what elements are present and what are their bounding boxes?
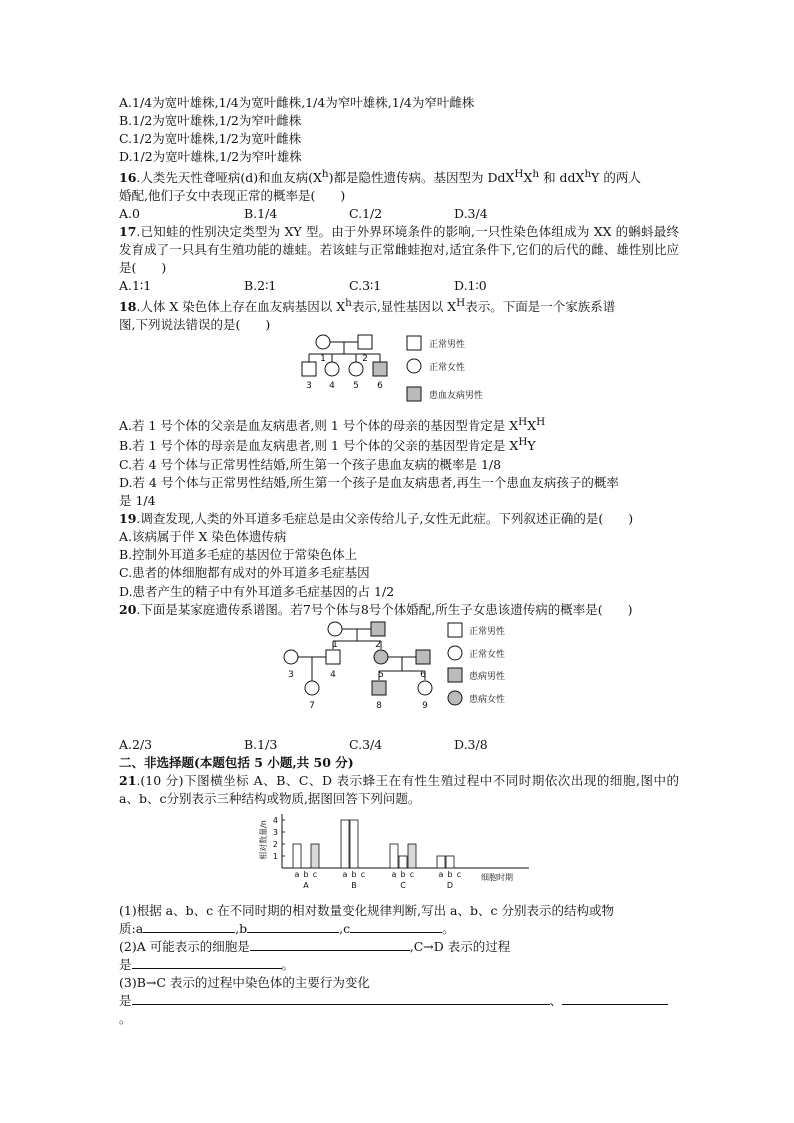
q18-option-d-line1: D.若 4 号个体与正常男性结婚,所生第一个孩子是血友病患者,再生一个患血友病孩子的概率 [119,474,619,490]
q18-individual-3 [302,362,316,376]
q21-stem: 21.(10 分)下图横坐标 A、B、C、D 表示蜂王在有性生殖过程中不同时期依次出现的细胞,图中的 a、b、c分别表示三种结构或物质,据图回答下列问题。 [119,773,679,807]
bar-sub-label: c [360,870,366,880]
q21-part2-line1: (2)A 可能表示的细胞是 ,C→D 表示的过程 [119,938,511,954]
q21-part1-line1: (1)根据 a、b、c 在不同时期的相对数量变化规律判断,写出 a、b、c 分别表示的结构或物 [119,902,614,918]
q20-options [119,736,679,754]
q21-blank-cell-a[interactable] [250,938,410,951]
q19-option-a: A.该病属于伴 X 染色体遗传病 [119,529,287,545]
q21-part3-line3: 。 [119,1011,132,1027]
q21-blank-a[interactable] [143,920,235,933]
q20-individual-9 [418,681,432,695]
q18-option-b: B.若 1 号个体的母亲是血友病患者,则 1 号个体的父亲的基因型肯定是 $X^HY$ [119,436,536,454]
legend-normal-male-icon [448,623,462,637]
q15-option-d: D.1/2为宽叶雄株,1/2为窄叶雄株 [119,149,302,165]
q18-legend-normal-male: 正常男性 [429,339,466,350]
question-18 [119,296,679,510]
q18-legend-normal-female: 正常女性 [429,362,466,373]
q21-blank-chromosome-2[interactable] [562,992,668,1005]
q17-option-c: C.3∶1 [349,278,382,294]
bar-B-a [341,820,349,868]
q21-blank-chromosome-1[interactable] [132,992,550,1005]
bar-D-a [437,856,445,868]
q16-option-c: C.1/2 [349,205,383,221]
q18-individual-4 [325,362,339,376]
question-20 [119,601,679,754]
q18-individual-5 [349,362,363,376]
q20-legend-normal-male: 正常男性 [469,626,506,637]
q20-individual-1 [328,622,342,636]
q20-legend-affected-male: 患病男性 [469,671,506,682]
category-label-A: A [303,881,309,891]
q17-options [119,277,679,295]
category-label-C: C [400,881,406,891]
legend-affected-female-icon [448,691,462,705]
bar-sub-label: a [294,870,300,880]
q20-individual-3 [284,650,298,664]
category-label-B: B [351,881,357,891]
q21-blank-b[interactable] [247,920,339,933]
q16-option-a: A.0 [119,205,140,221]
q18-label-1: 1 [320,353,326,364]
q19-option-c: C.患者的体细胞都有成对的外耳道多毛症基因 [119,565,370,581]
q20-individual-4 [326,650,340,664]
bar-sub-label: c [312,870,318,880]
q19-option-b: B.控制外耳道多毛症的基因位于常染色体上 [119,547,358,563]
q16-option-b: B.1/4 [244,205,278,221]
legend-normal-female-icon [407,359,421,373]
q20-label-3: 3 [288,669,294,680]
exam-page [119,94,679,1028]
bar-sub-label: a [342,870,348,880]
q20-stem: 20.下面是某家庭遗传系谱图。若7号个体与8号个体婚配,所生子女患该遗传病的概率是( ) [119,601,633,617]
q20-option-c: C.3/4 [349,736,383,752]
q20-legend-affected-female: 患病女性 [469,694,506,705]
q17-option-a: A.1∶1 [119,278,152,294]
q20-individual-7 [305,681,319,695]
y-tick-label: 1 [272,852,278,862]
q18-label-3: 3 [306,380,312,391]
q20-label-9: 9 [422,700,428,711]
q20-label-2: 2 [375,639,381,650]
q20-option-b: B.1/3 [244,736,278,752]
q18-option-a: A.若 1 号个体的父亲是血友病患者,则 1 号个体的母亲的基因型肯定是 $X^HX^H$ [119,416,546,434]
legend-normal-female-icon [448,646,462,660]
q20-label-1: 1 [332,639,338,650]
bar-D-b [446,856,454,868]
q16-stem-line1: 16.人类先天性聋哑病(d)和血友病$(X^h)$都是隐性遗传病。基因型为 $DdX^HX^h$ 和 ddX$^h$Y 的两人 [119,167,641,185]
q21-part1-line2: 质:a ,b ,c 。 [119,920,455,936]
q16-stem-line2: 婚配,他们子女中表现正常的概率是( ) [119,187,346,203]
q17-option-d: D.1∶0 [454,278,487,294]
y-tick-label: 2 [272,840,278,850]
bar-sub-label: a [438,870,444,880]
q20-individual-5 [374,650,388,664]
q15-option-a: A.1/4为宽叶雄株,1/4为宽叶雌株,1/4为窄叶雄株,1/4为窄叶雌株 [119,95,475,110]
q18-individual-2 [358,335,372,349]
q18-stem-line1: 18.人体 X 染色体上存在血友病基因以 $X^h$表示,显性基因以 $X^H$表示。下面是一个家族系谱 [119,296,616,314]
q20-label-7: 7 [309,700,315,711]
q20-label-6: 6 [420,669,426,680]
y-tick-label: 3 [272,828,278,838]
q15-options [119,94,679,167]
bar-C-c [408,844,416,868]
q18-label-5: 5 [353,380,359,391]
q21-part3-line1: (3)B→C 表示的过程中染色体的主要行为变化 [119,975,370,990]
q18-label-6: 6 [377,380,383,391]
q19-stem: 19.调查发现,人类的外耳道多毛症总是由父亲传给儿子,女性无此症。下列叙述正确的是( ) [119,511,634,526]
bar-A-a [293,844,301,868]
q21-bar-chart [119,808,679,896]
q21-part2-line2: 是 。 [119,956,295,972]
q18-stem-line2: 图,下列说法错误的是( ) [119,316,271,332]
q20-individual-8 [372,681,386,695]
q20-individual-2 [371,622,385,636]
q16-options [119,205,679,223]
bar-C-a [390,844,398,868]
q18-option-d-line2: 是 1/4 [119,492,156,508]
q18-option-c: C.若 4 号个体与正常男性结婚,所生第一个孩子患血友病的概率是 1/8 [119,456,502,472]
bar-sub-label: b [400,870,406,880]
q20-label-8: 8 [376,700,382,711]
q15-option-c: C.1/2为宽叶雄株,1/2为宽叶雌株 [119,131,302,147]
bar-sub-label: b [351,870,357,880]
bar-sub-label: b [447,870,453,880]
bar-B-b [350,820,358,868]
bar-C-b [399,856,407,868]
legend-normal-male-icon [407,336,421,350]
question-17 [119,223,679,296]
q21-part3-line2: 是 、 [119,992,679,1010]
q18-individual-6 [373,362,387,376]
legend-affected-male-icon [407,387,421,401]
q18-pedigree-figure [119,334,679,410]
q21-blank-c[interactable] [350,920,442,933]
bar-sub-label: c [456,870,462,880]
question-16 [119,167,679,224]
q17-option-b: B.2∶1 [244,278,277,294]
category-label-D: D [446,881,454,891]
q16-option-d: D.3/4 [454,205,488,221]
q20-legend-normal-female: 正常女性 [469,649,506,660]
q18-label-4: 4 [329,380,335,391]
q15-option-b: B.1/2为宽叶雄株,1/2为窄叶雌株 [119,113,302,129]
question-19 [119,510,679,601]
y-tick-label: 4 [272,816,278,826]
bar-A-c [311,844,319,868]
y-axis-label: 相对数量/n [259,820,268,861]
q21-blank-process-cd[interactable] [132,956,282,969]
q18-label-2: 2 [362,353,368,364]
x-axis-label: 细胞时期 [481,873,513,883]
bar-sub-label: c [409,870,415,880]
q18-legend-affected-male: 患血友病男性 [429,390,484,401]
bar-sub-label: a [391,870,397,880]
q20-option-a: A.2/3 [119,736,153,752]
section-2-heading: 二、非选择题(本题包括 5 小题,共 50 分) [119,755,354,770]
q20-label-5: 5 [378,669,384,680]
legend-affected-male-icon [448,668,462,682]
bar-sub-label: b [303,870,309,880]
q17-stem: 17.已知蛙的性别决定类型为 XY 型。由于外界环境条件的影响,一只性染色体组成为 XX 的蝌蚪最终发育成了一只具有生殖功能的雄蛙。若该蛙与正常雌蛙抱对,适宜条件下,它们的后代的雌、雄性别比应是( ) [119,224,679,276]
q20-pedigree-figure [119,619,679,731]
q20-individual-6 [416,650,430,664]
question-21 [119,772,679,1028]
q20-option-d: D.3/8 [454,736,488,752]
q18-individual-1 [316,335,330,349]
q19-option-d: D.患者产生的精子中有外耳道多毛症基因的占 1/2 [119,583,395,599]
q20-label-4: 4 [330,669,336,680]
